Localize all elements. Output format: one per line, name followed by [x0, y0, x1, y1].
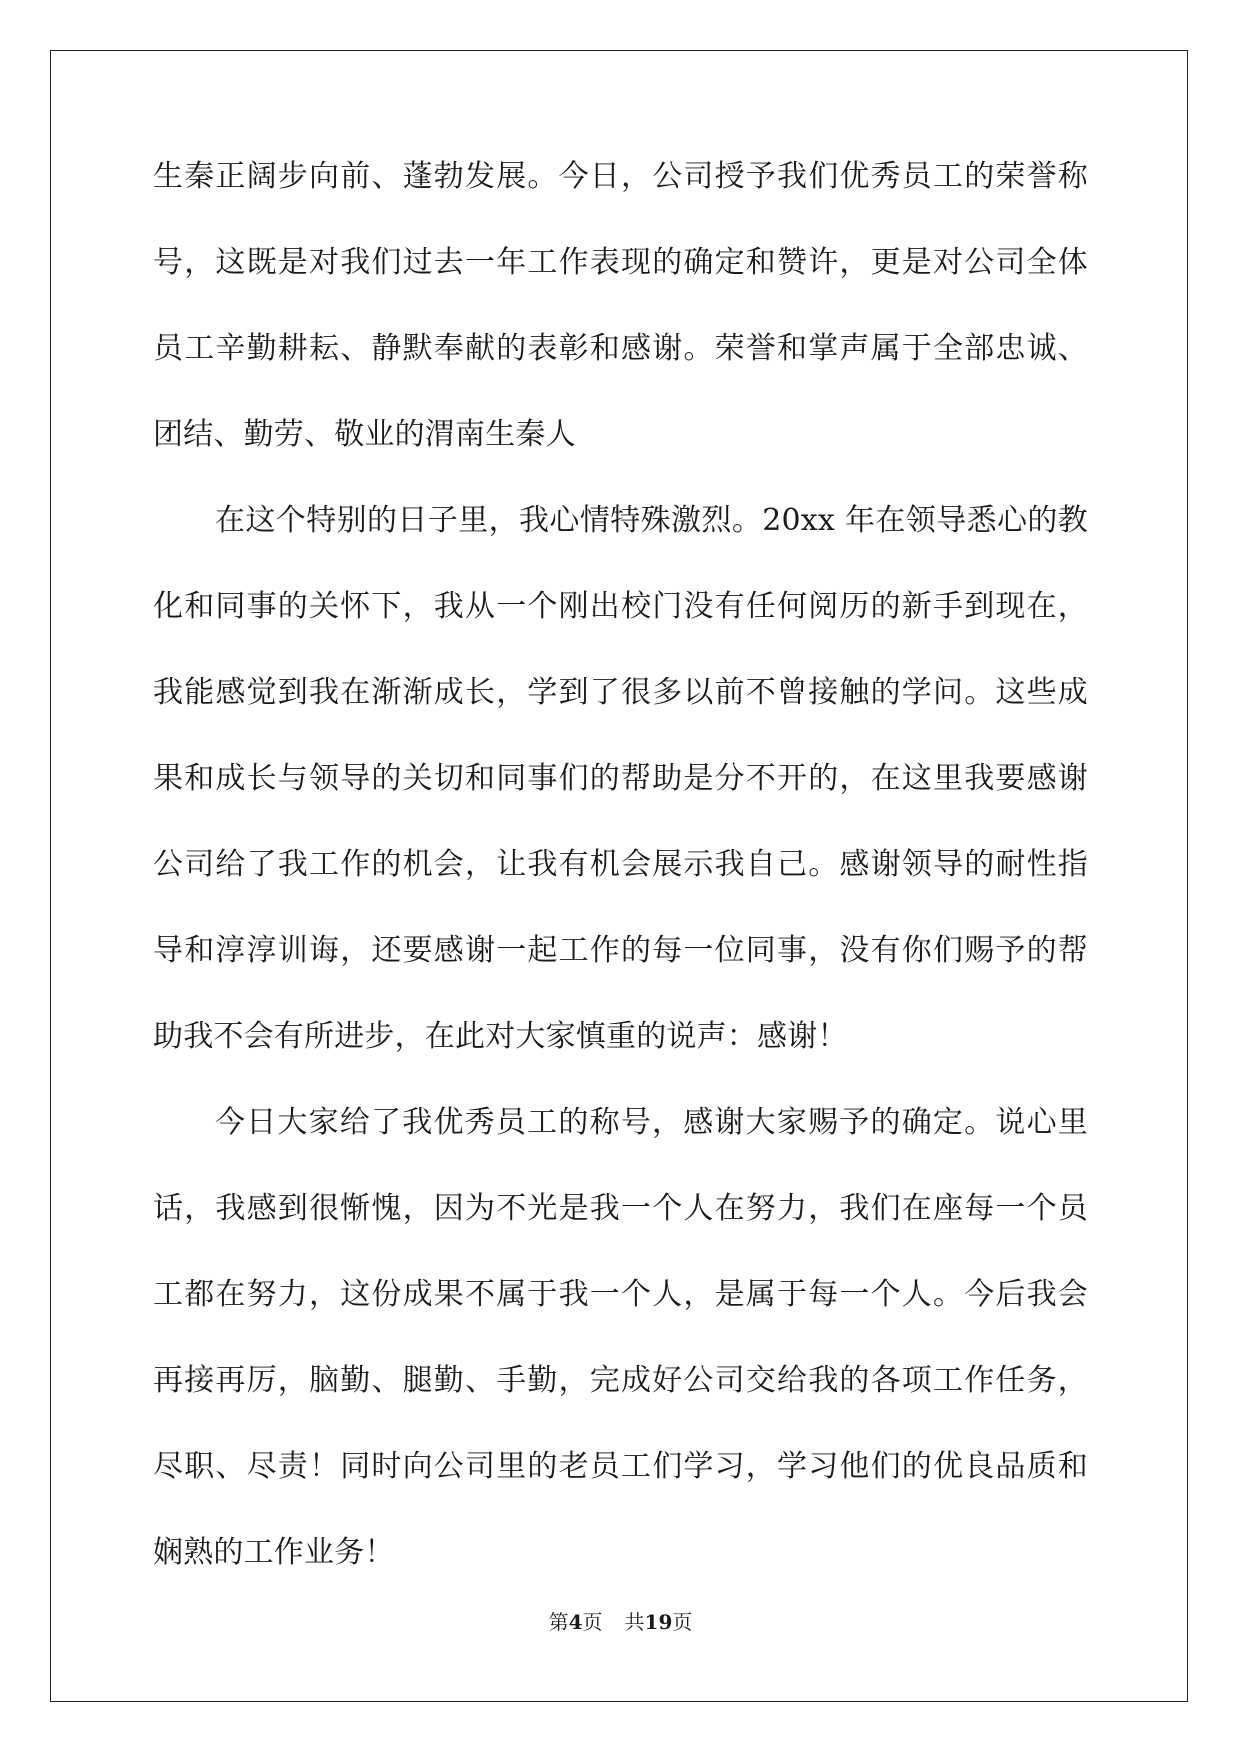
text-line: 号，这既是对我们过去一年工作表现的确定和赞许，更是对公司全体 — [153, 245, 1088, 280]
text-line: 化和同事的关怀下，我从一个刚出校门没有任何阅历的新手到现在， — [153, 589, 1088, 624]
text-line: 再接再厉，脑勤、腿勤、手勤，完成好公司交给我的各项工作任务， — [153, 1363, 1088, 1398]
text-line: 话，我感到很惭愧，因为不光是我一个人在努力，我们在座每一个员 — [153, 1191, 1088, 1226]
text-line: 团结、勤劳、敬业的渭南生秦人 — [153, 417, 576, 452]
total-prefix: 共 — [624, 1610, 645, 1634]
page-number: 4 — [568, 1610, 583, 1634]
text-line: 助我不会有所进步，在此对大家慎重的说声：感谢！ — [153, 1019, 848, 1054]
text-line: 果和成长与领导的关切和同事们的帮助是分不开的，在这里我要感谢 — [153, 761, 1088, 796]
document-body — [153, 158, 1088, 1620]
text-line: 我能感觉到我在渐渐成长，学到了很多以前不曾接触的学问。这些成 — [153, 675, 1088, 710]
total-suffix: 页 — [672, 1610, 693, 1634]
text-line: 导和淳淳训诲，还要感谢一起工作的每一位同事，没有你们赐予的帮 — [153, 933, 1088, 968]
page-footer — [0, 1609, 1241, 1635]
total-pages: 19 — [644, 1610, 673, 1634]
page-prefix: 第 — [548, 1610, 569, 1634]
text-line: 今日大家给了我优秀员工的称号，感谢大家赐予的确定。说心里 — [215, 1105, 1088, 1140]
text-line: 公司给了我工作的机会，让我有机会展示我自己。感谢领导的耐性指 — [153, 847, 1088, 882]
text-line: 在这个特别的日子里，我心情特殊激烈。20xx 年在领导悉心的教 — [215, 503, 1088, 538]
text-line: 员工辛勤耕耘、静默奉献的表彰和感谢。荣誉和掌声属于全部忠诚、 — [153, 331, 1088, 366]
text-line: 娴熟的工作业务！ — [153, 1535, 395, 1570]
text-line: 尽职、尽责！同时向公司里的老员工们学习，学习他们的优良品质和 — [153, 1449, 1088, 1484]
page-suffix: 页 — [582, 1610, 603, 1634]
text-line: 生秦正阔步向前、蓬勃发展。今日，公司授予我们优秀员工的荣誉称 — [153, 159, 1088, 194]
text-line: 工都在努力，这份成果不属于我一个人，是属于每一个人。今后我会 — [153, 1277, 1088, 1312]
